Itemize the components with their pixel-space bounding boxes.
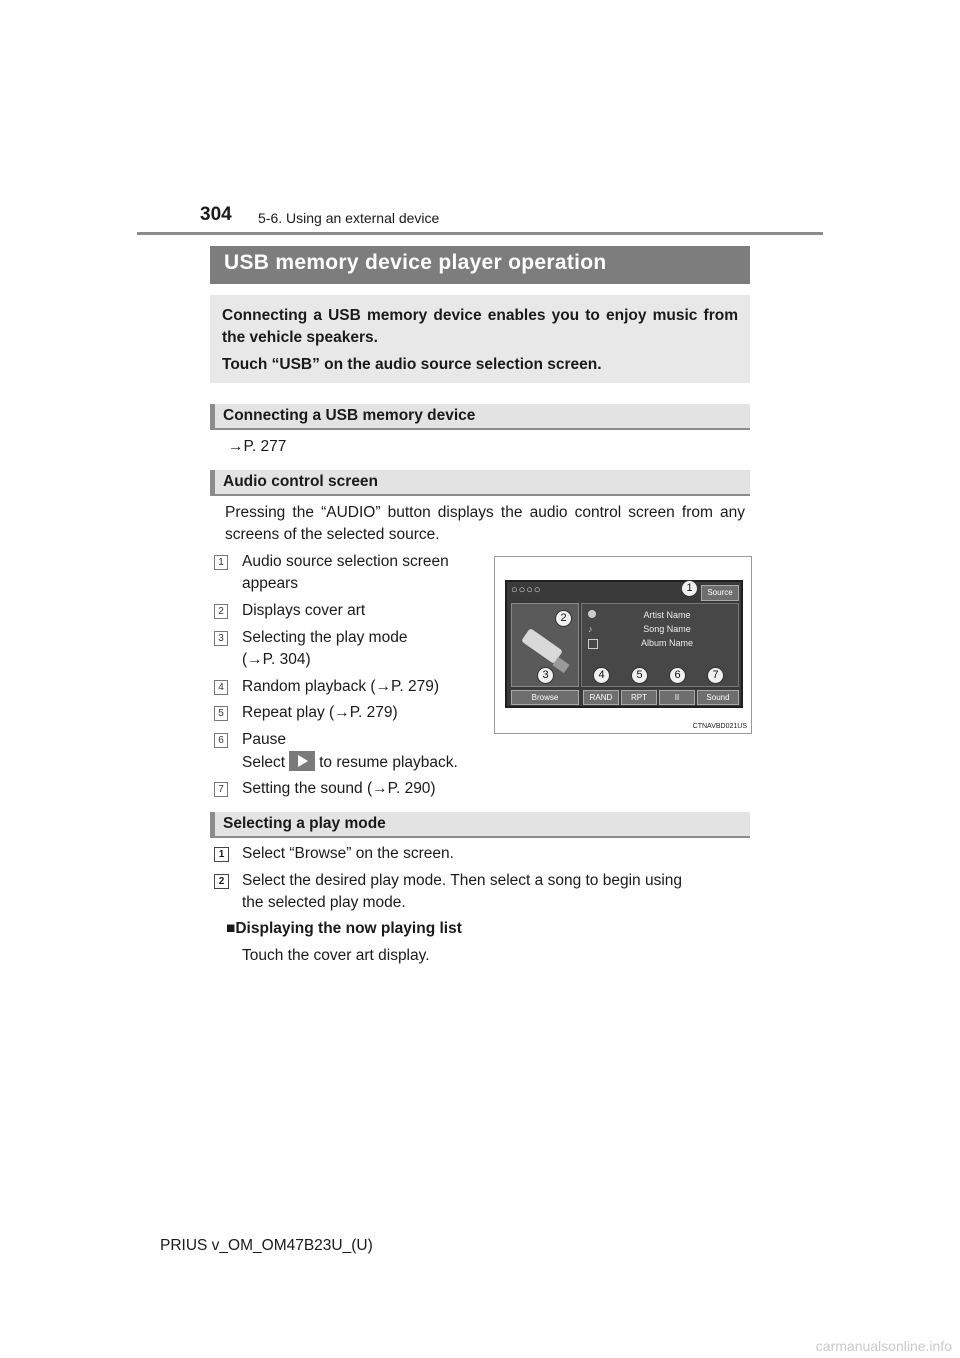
status-dots: ○○○○ (511, 584, 542, 596)
item-text: Audio source selection screen (242, 553, 449, 570)
connecting-ref-link[interactable]: →P. 277 (228, 438, 287, 455)
repeat-button[interactable]: RPT (621, 690, 657, 705)
page-title: USB memory device player operation (224, 251, 607, 274)
step-text-line: the selected play mode. (242, 894, 406, 911)
item-number: 1 (214, 555, 228, 570)
intro-box (210, 295, 750, 383)
callout-6: 6 (669, 667, 686, 684)
footer-code: PRIUS v_OM_OM47B23U_(U) (160, 1237, 373, 1254)
item-text: Selecting the play mode (242, 629, 408, 646)
now-playing-text: Touch the cover art display. (242, 947, 430, 964)
artist-name: Artist Name (643, 610, 691, 620)
list-item (242, 627, 407, 671)
album-name: Album Name (640, 638, 694, 648)
play-mode-heading (210, 812, 750, 838)
callout-4: 4 (593, 667, 610, 684)
screen-illustration (494, 556, 752, 734)
item-ref-link[interactable]: (→P. 304) (242, 651, 311, 668)
sound-button[interactable]: Sound (697, 690, 739, 705)
pause-button[interactable]: II (659, 690, 695, 705)
song-name: Song Name (643, 624, 691, 634)
list-item: Setting the sound (→P. 290) (242, 780, 436, 797)
step-number: 1 (214, 847, 229, 862)
item-number: 3 (214, 631, 228, 646)
connecting-heading (210, 404, 750, 430)
audio-control-desc: Pressing the “AUDIO” button displays the audio control screen from any screens of the selected source. (225, 504, 745, 543)
list-item: Random playback (→P. 279) (242, 678, 440, 695)
list-item (242, 729, 458, 774)
song-icon: ♪ (588, 624, 593, 634)
intro-text-1: Connecting a USB memory device enables you to enjoy music from the vehicle speakers. (222, 307, 738, 346)
page-number: 304 (200, 204, 232, 225)
item-number: 4 (214, 680, 228, 695)
item-text: appears (242, 575, 299, 592)
step-text (242, 870, 745, 914)
play-mode-heading-text: Selecting a play mode (223, 815, 386, 832)
list-item (242, 551, 479, 595)
item-number: 5 (214, 706, 228, 721)
step-text-line: Select the desired play mode. Then select a song to begin using (242, 872, 683, 889)
audio-control-heading-text: Audio control screen (223, 473, 379, 490)
list-item: Repeat play (→P. 279) (242, 704, 398, 721)
step-text: Select “Browse” on the screen. (242, 845, 454, 862)
source-button[interactable]: Source (701, 585, 739, 601)
callout-2: 2 (555, 610, 572, 627)
browse-button[interactable]: Browse (511, 690, 579, 705)
artist-icon (588, 610, 596, 618)
list-item: Displays cover art (242, 602, 366, 619)
figure-code: CTNAVBD021US (692, 723, 747, 730)
audio-control-heading (210, 470, 750, 496)
watermark: carmanualsonline.info (815, 1338, 952, 1354)
section-title: 5-6. Using an external device (258, 210, 440, 226)
item-text: Select (242, 754, 286, 771)
now-playing-subheading: ■Displaying the now playing list (226, 920, 462, 937)
intro-text-2: Touch “USB” on the audio source selection screen. (222, 356, 602, 373)
callout-7: 7 (707, 667, 724, 684)
item-text: Pause (242, 731, 286, 748)
usb-connector-icon (552, 657, 569, 673)
callout-5: 5 (631, 667, 648, 684)
title-bar (210, 246, 750, 284)
random-button[interactable]: RAND (583, 690, 619, 705)
callout-1: 1 (681, 580, 698, 597)
item-number: 6 (214, 733, 228, 748)
callout-3: 3 (537, 667, 554, 684)
step-number: 2 (214, 874, 229, 889)
item-number: 7 (214, 782, 228, 797)
item-number: 2 (214, 604, 228, 619)
connecting-heading-text: Connecting a USB memory device (223, 407, 476, 424)
album-icon (588, 639, 598, 649)
play-icon (289, 751, 315, 771)
audio-screen (505, 580, 743, 708)
item-text: to resume playback. (319, 754, 458, 771)
header-rule (137, 232, 823, 235)
